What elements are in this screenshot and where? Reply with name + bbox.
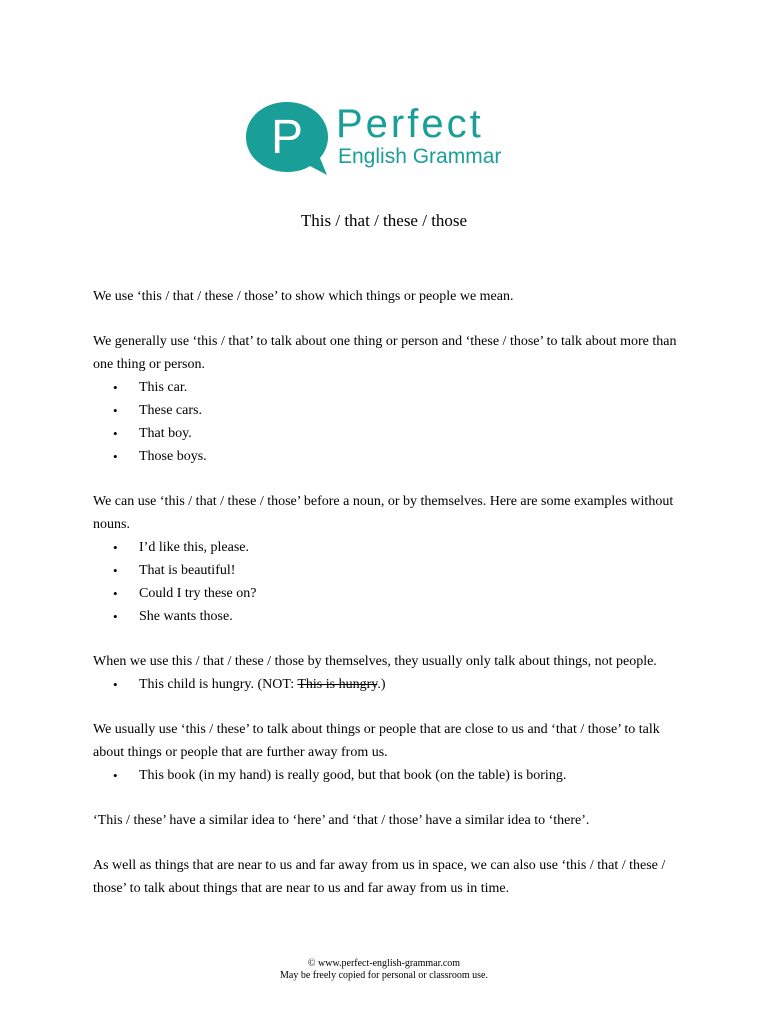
example-list — [93, 536, 683, 628]
list-item — [93, 673, 683, 696]
example-list — [93, 376, 683, 468]
example-list — [93, 764, 683, 787]
example-text: This child is hungry. (NOT: — [139, 677, 298, 692]
list-item: • Those boys. — [93, 445, 683, 468]
logo-letter: P — [270, 111, 304, 164]
paragraph: We usually use ‘this / these’ to talk about things or people that are close to us and ‘that / those’ to talk about things or people that are further away from us. — [93, 722, 660, 760]
list-item: • She wants those. — [93, 605, 683, 628]
logo-word-english-grammar: English Grammar — [338, 145, 502, 168]
document-body — [93, 285, 683, 922]
paragraph: As well as things that are near to us and far away from us in space, we can also use ‘this / that / these / those’ to talk about things that are near to us and far away from us in time. — [93, 858, 666, 896]
list-item: • This book (in my hand) is really good, but that book (on the table) is boring. — [93, 764, 683, 787]
footer-usage-note: May be freely copied for personal or classroom use. — [280, 970, 488, 981]
list-item: • That is beautiful! — [93, 559, 683, 582]
page-title: This / that / these / those — [300, 211, 468, 230]
paragraph: We use ‘this / that / these / those’ to show which things or people we mean. — [93, 289, 514, 304]
paragraph: When we use this / that / these / those by themselves, they usually only talk about things, not people. — [93, 654, 657, 669]
paragraph: We can use ‘this / that / these / those’ before a noun, or by themselves. Here are some examples without nouns. — [93, 494, 674, 532]
example-text: .) — [377, 677, 386, 692]
list-item: • That boy. — [93, 422, 683, 445]
paragraph: ‘This / these’ have a similar idea to ‘here’ and ‘that / those’ have a similar idea to ‘there’. — [93, 813, 590, 828]
logo-word-perfect: Perfect — [336, 102, 484, 146]
paragraph: We generally use ‘this / that’ to talk about one thing or person and ‘these / those’ to talk about more than one thing or person. — [93, 334, 677, 372]
list-item: • Could I try these on? — [93, 582, 683, 605]
footer-copyright: © www.perfect-english-grammar.com — [307, 958, 461, 969]
footer — [0, 958, 768, 982]
incorrect-example: This is hungry — [297, 677, 378, 692]
speech-bubble-logo-icon — [244, 100, 330, 178]
list-item: • These cars. — [93, 399, 683, 422]
list-item: • I’d like this, please. — [93, 536, 683, 559]
list-item: • This car. — [93, 376, 683, 399]
logo — [244, 100, 534, 178]
example-list — [93, 673, 683, 696]
